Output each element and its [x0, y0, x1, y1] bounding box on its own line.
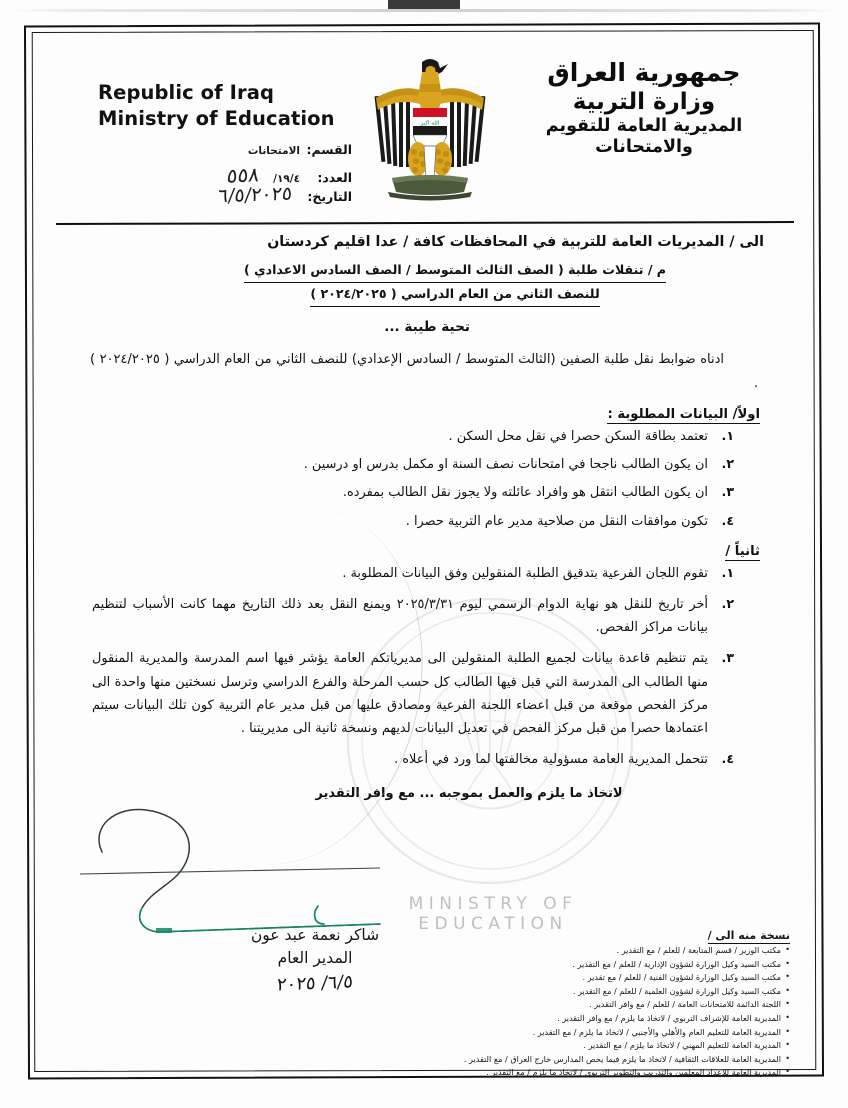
item-text: تعتمد بطاقة السكن حصرا في نقل محل السكن . — [448, 428, 708, 444]
list-item: • المديرية العامة للتعليم العام والأهلي والأجنبي / لاتخاذ ما يلزم / مع التقدير . — [414, 1026, 790, 1040]
item-number: ٤. — [721, 751, 734, 767]
date-handwritten: ٦/٥/٢٠٢٥ — [216, 182, 294, 208]
item-text: تكون موافقات النقل من صلاحية مدير عام التربية حصرا . — [405, 513, 708, 529]
signature-date: ٦/٥/ ٢٠٢٥ — [276, 970, 354, 996]
english-title-line2: Ministry of Education — [98, 106, 335, 130]
list-item: • المديرية العامة للإعداد المعلمين والتدريب والتطوير التربوي / لاتخاذ ما يلزم / مع التقدير . — [414, 1066, 790, 1080]
number-label: العدد: — [317, 170, 352, 185]
item-number: ٢. — [721, 596, 734, 612]
item-text: ان يكون الطالب انتقل هو وافراد عائلته ولا يجوز نقل الطالب بمفرده. — [342, 485, 708, 501]
list-item: • مكتب الوزير / قسم المتابعة / للعلم / مع التقدير . — [414, 944, 790, 958]
item-number: ١. — [721, 427, 734, 443]
list-item — [92, 748, 734, 771]
arabic-title-line1: جمهورية العراق — [547, 58, 741, 87]
list-item: • مكتب السيد وكيل الوزارة لشؤون العلمية / للعلم / مع التقدير . — [414, 985, 790, 999]
item-text: يتم تنظيم قاعدة بيانات لجميع الطلبة المنقولين الى مديرياتكم العامة يؤشر فيها اسم المدرسة والمديرية المنقول منها الطالب الى المدرسة التي قبل فيها الطالب كل حسب المرحلة والفرع الدراسي وترسل نسختين منها واحدة الى مركز الفحص موقعة من قبل اعضاء اللجنة الفرعية ومصادق عليها من قبل مدير عام التربية كون تلك البيانات سيتم اعتمادها حصرا من قبل مركز الفحص في تعديل البيانات لديهم ونسخة ثانية الى مديريتنا . — [92, 651, 708, 737]
list-item: • اللجنة الدائمة للامتحانات العامة / للعلم / مع وافر التقدير . — [414, 998, 790, 1012]
item-text: تقوم اللجان الفرعية بتدقيق الطلبة المنقولين وفق البيانات المطلوبة . — [342, 565, 708, 581]
list-item: • مكتب السيد وكيل الوزارة لشؤون الفنية / للعلم / مع تقدير . — [414, 971, 790, 985]
arabic-title-line2: وزارة التربية — [572, 88, 716, 115]
list-item — [92, 510, 734, 533]
list-item — [92, 453, 734, 476]
list-item: • المديرية العامة للتعليم المهني / لاتخاذ ما يلزم / مع التقدير . — [414, 1039, 790, 1053]
item-number: ٢. — [721, 456, 734, 472]
copy-list-title: نسخة منه الى / — [707, 929, 790, 942]
arabic-title-line3: المديرية العامة للتقويم والامتحانات — [545, 115, 743, 158]
list-item: • مكتب السيد وكيل الوزارة لشؤون الإدارية / للعلم / مع التقدير . — [414, 958, 790, 972]
document-content — [40, 36, 808, 1078]
header-divider — [56, 221, 794, 225]
list-item: • المديرية العامة للإشراف التربوي / لاتخاذ ما يلزم / مع وافر التقدير . — [414, 1012, 790, 1026]
item-number: ١. — [721, 564, 734, 580]
item-number: ٣. — [721, 650, 734, 666]
number-handwritten: ٥٥٨ — [225, 162, 261, 188]
list-item — [92, 562, 734, 585]
arabic-title — [494, 58, 794, 159]
section-one-list — [48, 425, 800, 533]
item-text: تتحمل المديرية العامة مسؤولية مخالفتها لما ورد في أعلاه . — [394, 752, 708, 768]
list-item — [92, 593, 734, 639]
english-title — [98, 80, 335, 131]
copy-list-items — [414, 944, 790, 1080]
recipient-line: الى / المديريات العامة للتربية في المحافظات كافة / عدا اقليم كردستان — [267, 234, 764, 250]
scan-edge — [0, 9, 848, 12]
intro-paragraph: ادناه ضوابط نقل طلبة الصفين (الثالث المتوسط / السادس الإعدادي) للنصف الثاني من العام الدراسي ( ٢٠٢٤/٢٠٢٥ ) . — [90, 351, 758, 391]
reference-number-row — [102, 162, 352, 188]
department-label: القسم: — [306, 142, 352, 157]
section-one-title: اولاً/ البيانات المطلوبة : — [607, 406, 760, 422]
reference-block — [102, 142, 352, 208]
svg-text:الله اكبر: الله اكبر — [420, 120, 440, 127]
stamp-text: MINISTRY OF EDUCATION — [408, 894, 578, 934]
subject-block — [48, 259, 800, 306]
closing-line: لاتخاذ ما يلزم والعمل بموجبه ... مع وافر التقدير — [315, 785, 623, 801]
list-item — [92, 647, 734, 740]
list-item: • المديرية العامة للعلاقات الثقافية / لاتخاذ ما يلزم فيما يخص المدارس خارج العراق / مع التقدير . — [414, 1053, 790, 1067]
signatory-title: المدير العام — [277, 949, 353, 968]
list-item — [92, 425, 734, 448]
item-number: ٣. — [721, 484, 734, 500]
document-header — [40, 36, 808, 214]
item-text: أخر تاريخ للنقل هو نهاية الدوام الرسمي ليوم ٢٠٢٥/٣/٣١ ويمنع النقل بعد ذلك التاريخ مهما كانت الأسباب لتنظيم بيانات مراكز الفحص. — [92, 597, 708, 636]
section-two-list — [48, 562, 800, 772]
reference-date-row — [102, 182, 352, 208]
eagle-of-saladin-emblem — [370, 54, 490, 204]
item-text: ان يكون الطالب ناجحا في امتحانات نصف السنة او مكمل بدرس او درسين . — [303, 457, 708, 473]
section-two-title: ثانياً / — [725, 543, 760, 559]
date-label: التاريخ: — [307, 189, 352, 204]
item-number: ٤. — [721, 512, 734, 528]
subject-line-2: للنصف الثاني من العام الدراسي ( ٢٠٢٤/٢٠٢٥ ) — [310, 283, 599, 307]
copy-distribution-list — [414, 929, 790, 1080]
signatory-name: شاكر نعمة عبد عون — [250, 926, 380, 944]
scan-artifact — [388, 0, 460, 9]
department-value: الامتحانات — [247, 145, 300, 157]
reference-department-row — [102, 142, 352, 163]
english-title-line1: Republic of Iraq — [98, 81, 275, 104]
document-body — [48, 232, 800, 801]
subject-line-1: م / تنقلات طلبة ( الصف الثالث المتوسط / الصف السادس الاعدادي ) — [244, 259, 666, 283]
list-item — [92, 481, 734, 504]
number-value: ١٩/٤/ — [273, 173, 300, 185]
greeting-line: تحية طيبة ... — [384, 318, 470, 335]
signature-block — [190, 924, 440, 994]
